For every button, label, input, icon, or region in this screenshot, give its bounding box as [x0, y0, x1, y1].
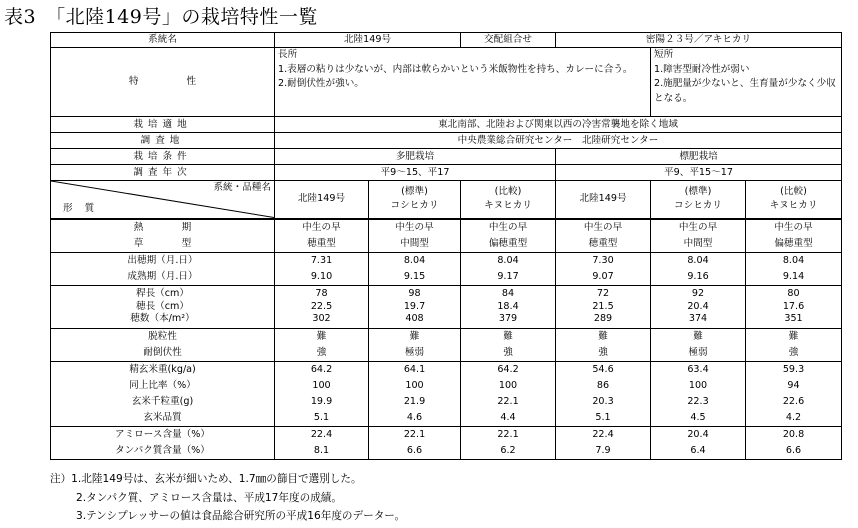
merit-2: 2.耐倒伏性が強い。 — [278, 78, 364, 89]
plant-labels — [51, 286, 275, 329]
cross-label: 交配組合せ — [461, 33, 556, 48]
type-labels — [51, 219, 275, 253]
plant-row — [51, 286, 842, 329]
years-label: 調査年次 — [51, 165, 275, 181]
footnote-3: 3.テンシプレッサーの値は食品総合研究所の平成16年度のデーター。 — [76, 510, 406, 522]
cell-value: 7.31 — [310, 255, 333, 266]
area-label: 栽培適地 — [51, 117, 275, 133]
cell-value: 100 — [688, 380, 708, 391]
value-cell — [556, 253, 651, 286]
cell-value: 難 — [598, 331, 608, 342]
value-cell — [369, 362, 461, 427]
value-cell — [556, 219, 651, 253]
cell-value: 351 — [784, 313, 803, 325]
value-cell — [746, 427, 842, 460]
cell-value: 偏穂重型 — [774, 237, 813, 249]
value-cell — [461, 253, 556, 286]
page-title: 表3 「北陸149号」の栽培特性一覧 — [4, 6, 318, 28]
area-value: 東北南部、北陸および関東以西の冷害常襲地を除く地域 — [275, 117, 842, 133]
cell-value: 19.9 — [310, 396, 333, 407]
col-variety: キヌヒカリ — [484, 200, 532, 212]
cell-value: 20.4 — [687, 429, 709, 440]
cell-value: 9.15 — [403, 271, 426, 282]
site-row — [51, 133, 842, 149]
quality-labels — [51, 427, 275, 460]
row-label: 玄米品質 — [143, 412, 182, 423]
cell-value: 289 — [593, 313, 613, 325]
value-cell — [461, 362, 556, 427]
footnotes — [50, 470, 405, 526]
value-cell — [556, 329, 651, 362]
cell-value: 中生の早 — [583, 221, 623, 233]
row-label: 穂長（cm） — [136, 300, 189, 312]
value-cell — [556, 427, 651, 460]
cell-value: 9.10 — [310, 271, 333, 282]
merits-heading: 長所 — [278, 49, 298, 60]
col-head-b3 — [746, 181, 842, 219]
value-cell — [746, 286, 842, 329]
value-cell — [556, 286, 651, 329]
cell-value: 100 — [498, 380, 518, 391]
cell-value: 72 — [596, 288, 610, 300]
cell-value: 374 — [688, 313, 708, 325]
row-label: 耐倒伏性 — [143, 347, 182, 358]
cell-value: 中生の早 — [395, 221, 434, 233]
value-cell — [275, 219, 369, 253]
cell-value: 偏穂重型 — [488, 237, 528, 249]
condition-label: 栽培条件 — [51, 149, 275, 165]
demerits-cell — [651, 48, 842, 117]
cross-value: 密陽２３号／アキヒカリ — [556, 33, 842, 48]
cell-value: 5.1 — [313, 412, 330, 423]
corner-bottom-label: 形質 — [63, 202, 107, 214]
cell-value: 9.07 — [592, 271, 614, 282]
cell-value: 8.04 — [782, 255, 805, 266]
value-cell — [651, 362, 746, 427]
cell-value: 19.7 — [403, 300, 426, 312]
cell-value: 4.4 — [500, 412, 516, 423]
cell-value: 中生の早 — [774, 221, 813, 233]
cell-value: 中生の早 — [488, 221, 528, 233]
cell-value: 54.6 — [592, 364, 614, 375]
value-cell — [461, 219, 556, 253]
years-a: 平9～15、平17 — [275, 165, 556, 181]
cell-value: 18.4 — [497, 300, 519, 312]
value-cell — [275, 427, 369, 460]
cell-value: 穂重型 — [588, 237, 618, 249]
cell-value: 84 — [501, 288, 515, 300]
cell-value: 94 — [787, 380, 800, 391]
cell-value: 8.1 — [313, 445, 330, 456]
cell-value: 22.4 — [592, 429, 614, 440]
line-name-label: 系統名 — [51, 33, 275, 48]
row-label: アミロース含量（%） — [115, 429, 210, 440]
cell-value: 17.6 — [782, 300, 805, 312]
cell-value: 64.2 — [310, 364, 333, 375]
cell-value: 6.2 — [500, 445, 516, 456]
cell-value: 408 — [405, 313, 424, 325]
cell-value: 穂重型 — [307, 237, 336, 249]
value-cell — [369, 253, 461, 286]
cell-value: 4.2 — [785, 412, 802, 423]
col-tag: (標準) — [401, 186, 428, 198]
type-row — [51, 219, 842, 253]
value-cell — [275, 329, 369, 362]
cell-value: 22.6 — [782, 396, 805, 407]
cell-value: 8.04 — [497, 255, 519, 266]
value-cell — [275, 362, 369, 427]
cell-value: 100 — [312, 380, 331, 391]
col-head-a3 — [461, 181, 556, 219]
col-tag: (標準) — [684, 186, 712, 198]
demerit-2: 2.施肥量が少ないと、生育量が少なく少収となる。 — [654, 78, 836, 104]
cell-value: 中間型 — [400, 237, 429, 249]
value-cell — [746, 362, 842, 427]
row-label: 穂数（本/m²） — [130, 313, 195, 325]
dates-row — [51, 253, 842, 286]
value-cell — [369, 427, 461, 460]
cell-value: 強 — [598, 347, 608, 358]
col-head-b2 — [651, 181, 746, 219]
cell-value: 8.04 — [687, 255, 709, 266]
yield-labels — [51, 362, 275, 427]
row-label: 同上比率（%） — [129, 380, 196, 391]
condition-b: 標肥栽培 — [556, 149, 842, 165]
col-head-a1 — [275, 181, 369, 219]
area-row — [51, 117, 842, 133]
condition-a: 多肥栽培 — [275, 149, 556, 165]
site-label: 調査地 — [51, 133, 275, 149]
value-cell — [746, 329, 842, 362]
col-variety: 北陸149号 — [579, 193, 627, 205]
cell-value: 80 — [787, 288, 800, 300]
demerits-heading: 短所 — [654, 49, 674, 60]
cell-value: 22.3 — [687, 396, 709, 407]
cell-value: 20.8 — [782, 429, 805, 440]
row-label: 精玄米重(kg/a) — [129, 364, 196, 375]
cell-value: 8.04 — [403, 255, 426, 266]
value-cell — [369, 286, 461, 329]
quality-row — [51, 427, 842, 460]
value-cell — [556, 362, 651, 427]
header-row — [51, 33, 842, 48]
cell-value: 64.2 — [497, 364, 519, 375]
value-cell — [651, 427, 746, 460]
value-cell — [746, 219, 842, 253]
cell-value: 9.16 — [687, 271, 709, 282]
value-cell — [461, 427, 556, 460]
cell-value: 63.4 — [687, 364, 709, 375]
cell-value: 中生の早 — [302, 221, 341, 233]
cell-value: 20.3 — [592, 396, 614, 407]
value-cell — [369, 329, 461, 362]
cell-value: 78 — [315, 288, 328, 300]
cell-value: 64.1 — [403, 364, 426, 375]
cell-value: 22.1 — [497, 396, 519, 407]
dates-labels — [51, 253, 275, 286]
row-label: タンパク質含量（%） — [115, 445, 210, 456]
value-cell — [651, 253, 746, 286]
row-label: 成熟期（月.日） — [127, 271, 198, 282]
cell-value: 難 — [788, 331, 799, 342]
value-cell — [651, 219, 746, 253]
col-tag: (比較) — [494, 186, 522, 198]
cell-value: 難 — [409, 331, 420, 342]
cell-value: 中間型 — [683, 237, 713, 249]
cell-value: 難 — [316, 331, 327, 342]
cell-value: 極弱 — [404, 347, 425, 358]
value-cell — [461, 329, 556, 362]
cell-value: 86 — [596, 380, 610, 391]
shatter-row — [51, 329, 842, 362]
traits-row — [51, 48, 842, 117]
col-variety: コシヒカリ — [390, 200, 439, 212]
cell-value: 22.5 — [310, 300, 333, 312]
cell-value: 難 — [693, 331, 703, 342]
cell-value: 7.30 — [592, 255, 614, 266]
cell-value: 極弱 — [688, 347, 708, 358]
value-cell — [651, 329, 746, 362]
cell-value: 中生の早 — [678, 221, 718, 233]
cell-value: 7.9 — [595, 445, 611, 456]
cell-value: 22.4 — [310, 429, 333, 440]
footnote-2: 2.タンパク質、アミロース含量は、平成17年度の成績。 — [76, 491, 342, 504]
cell-value: 強 — [788, 347, 799, 358]
traits-label: 特 性 — [51, 48, 275, 117]
col-variety: 北陸149号 — [297, 193, 346, 205]
line-name: 北陸149号 — [275, 33, 461, 48]
cell-value: 92 — [691, 288, 705, 300]
yield-row — [51, 362, 842, 427]
demerit-1: 1.障害型耐冷性が弱い — [654, 63, 750, 75]
value-cell — [369, 219, 461, 253]
cell-value: 22.1 — [497, 429, 519, 440]
cell-value: 379 — [498, 313, 518, 325]
cell-value: 21.5 — [592, 300, 614, 312]
cell-value: 6.6 — [785, 445, 802, 456]
row-label: 熱 期 — [133, 221, 192, 233]
row-label: 脱粒性 — [148, 331, 177, 342]
value-cell — [275, 286, 369, 329]
cell-value: 6.4 — [690, 445, 706, 456]
years-row — [51, 165, 842, 181]
row-label: 玄米千粒重(g) — [131, 396, 194, 407]
cell-value: 6.6 — [406, 445, 423, 456]
column-header-row — [51, 181, 842, 219]
diagonal-header-cell — [51, 181, 275, 219]
cell-value: 5.1 — [595, 412, 611, 423]
cell-value: 強 — [316, 347, 327, 358]
col-tag: (比較) — [780, 186, 807, 198]
cell-value: 100 — [405, 380, 424, 391]
col-head-b1 — [556, 181, 651, 219]
cell-value: 22.1 — [403, 429, 426, 440]
years-b: 平9、平15～17 — [556, 165, 842, 181]
cell-value: 強 — [503, 347, 513, 358]
value-cell — [275, 253, 369, 286]
site-value: 中央農業総合研究センター 北陸研究センター — [275, 133, 842, 149]
footnote-1: 注）1.北陸149号は、玄米が細いため、1.7㎜の篩目で選別した。 — [50, 473, 362, 485]
cell-value: 難 — [503, 331, 513, 342]
merits-cell — [275, 48, 651, 117]
cell-value: 98 — [408, 288, 421, 300]
row-label: 出穂期（月.日） — [127, 255, 198, 266]
corner-top-label: 系統・品種名 — [213, 182, 271, 193]
value-cell — [651, 286, 746, 329]
cell-value: 4.5 — [690, 412, 706, 423]
col-variety: コシヒカリ — [674, 200, 722, 212]
value-cell — [461, 286, 556, 329]
cell-value: 9.17 — [497, 271, 519, 282]
cell-value: 59.3 — [782, 364, 805, 375]
col-variety: キヌヒカリ — [769, 200, 818, 212]
cell-value: 9.14 — [782, 271, 805, 282]
condition-row — [51, 149, 842, 165]
row-label: 草 型 — [133, 237, 192, 249]
value-cell — [746, 253, 842, 286]
col-head-a2 — [369, 181, 461, 219]
shatter-labels — [51, 329, 275, 362]
cultivation-characteristics-table — [50, 32, 842, 460]
cell-value: 21.9 — [403, 396, 426, 407]
cell-value: 4.6 — [406, 412, 423, 423]
cell-value: 302 — [312, 313, 331, 325]
cell-value: 20.4 — [687, 300, 709, 312]
merit-1: 1.表層の粘りは少ないが、内部は軟らかいという米飯物性を持ち、カレーに合う。 — [278, 63, 633, 75]
row-label: 稈長（cm） — [136, 288, 189, 300]
